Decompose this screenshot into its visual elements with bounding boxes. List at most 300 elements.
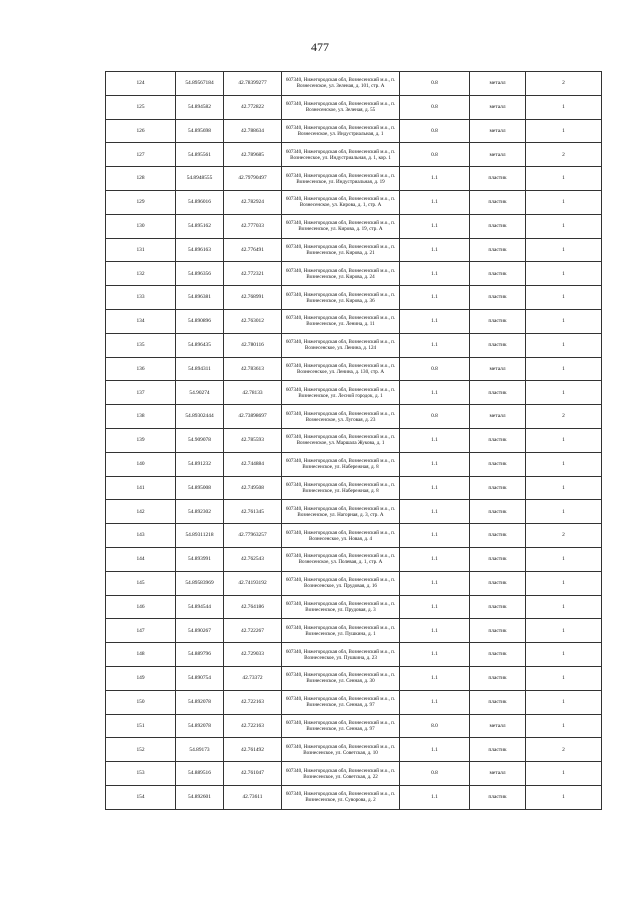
table-row (106, 95, 602, 119)
latitude-cell: 54.894544 (176, 595, 224, 619)
longitude-cell: 42.772822 (224, 95, 282, 119)
address-street: Пушкина, д. 23 (343, 654, 377, 661)
table-row (106, 286, 602, 310)
address-cell (282, 405, 400, 429)
address-cell (282, 619, 400, 643)
longitude-cell: 42.77963257 (224, 524, 282, 548)
address-cell (282, 309, 400, 333)
address-cell (282, 190, 400, 214)
latitude-cell: 54.892601 (176, 785, 224, 809)
quantity-cell: 1 (526, 619, 602, 643)
material-cell: пластик (470, 214, 526, 238)
address-street: Ленина, д. 130, стр. А (336, 368, 385, 375)
quantity-cell: 1 (526, 762, 602, 786)
address-cell (282, 738, 400, 762)
address-cell (282, 143, 400, 167)
row-number-cell: 150 (106, 690, 176, 714)
address-prefix: 607340, Нижегородская обл, Вознесенский м.о., п. Вознесенское, ул. (285, 743, 396, 756)
address-cell (282, 95, 400, 119)
row-number-cell: 140 (106, 452, 176, 476)
address-cell (282, 714, 400, 738)
table-row (106, 476, 602, 500)
table-row (106, 643, 602, 667)
material-cell: пластик (470, 262, 526, 286)
latitude-cell: 54.90274 (176, 381, 224, 405)
address-prefix: 607340, Нижегородская обл, Вознесенский м.о., п. Вознесенское, ул. (285, 339, 396, 352)
table-row (106, 595, 602, 619)
address-cell (282, 428, 400, 452)
volume-cell: 1.1 (400, 666, 470, 690)
address-cell (282, 167, 400, 191)
address-cell (282, 262, 400, 286)
material-cell: металл (470, 72, 526, 96)
address-street: Советская, д. 10 (342, 749, 378, 756)
longitude-cell: 42.772321 (224, 262, 282, 286)
address-prefix: 607340, Нижегородская обл, Вознесенский м.о., п. Вознесенское, ул. (285, 267, 396, 280)
address-prefix: 607340, Нижегородская обл, Вознесенский м.о., п. Вознесенское, ул. (285, 529, 396, 542)
address-cell (282, 119, 400, 143)
longitude-cell: 42.79790497 (224, 167, 282, 191)
address-street: Индустриальная, д. 1, кор. 1 (329, 154, 391, 161)
address-prefix: 607340, Нижегородская обл, Вознесенский м.о., п. Вознесенское, ул. (285, 434, 396, 447)
address-street: Лесной городок, д. 1 (338, 392, 383, 399)
row-number-cell: 134 (106, 309, 176, 333)
address-prefix: 607340, Нижегородская обл, Вознесенский м.о., п. Вознесенское, ул. (285, 458, 396, 471)
material-cell: пластик (470, 476, 526, 500)
material-cell: пластик (470, 619, 526, 643)
quantity-cell: 1 (526, 333, 602, 357)
address-prefix: 607340, Нижегородская обл, Вознесенский м.о., п. Вознесенское, ул. (285, 291, 396, 304)
address-cell (282, 762, 400, 786)
longitude-cell: 42.782924 (224, 190, 282, 214)
longitude-cell: 42.74193192 (224, 571, 282, 595)
volume-cell: 1.1 (400, 238, 470, 262)
address-street: Сенная, д. 97 (346, 725, 375, 732)
volume-cell: 1.1 (400, 595, 470, 619)
volume-cell: 1.1 (400, 476, 470, 500)
address-prefix: 607340, Нижегородская обл, Вознесенский м.о., п. Вознесенское, ул. (285, 481, 396, 494)
quantity-cell: 2 (526, 524, 602, 548)
row-number-cell: 151 (106, 714, 176, 738)
row-number-cell: 152 (106, 738, 176, 762)
longitude-cell: 42.78133 (224, 381, 282, 405)
row-number-cell: 145 (106, 571, 176, 595)
longitude-cell: 42.762543 (224, 547, 282, 571)
table-row (106, 785, 602, 809)
quantity-cell: 2 (526, 143, 602, 167)
volume-cell: 0.8 (400, 95, 470, 119)
address-street: Кирова, д. 21 (346, 249, 375, 256)
volume-cell: 1.1 (400, 738, 470, 762)
address-street: Луговая, д. 23 (345, 416, 376, 423)
address-prefix: 607340, Нижегородская обл, Вознесенский м.о., п. Вознесенское, ул. (285, 101, 396, 114)
quantity-cell: 1 (526, 214, 602, 238)
table-row (106, 762, 602, 786)
address-street: Сенная, д. 97 (346, 702, 375, 709)
volume-cell: 1.1 (400, 547, 470, 571)
quantity-cell: 1 (526, 785, 602, 809)
address-street: Кирова, д. 1, стр. А (339, 202, 382, 209)
volume-cell: 1.1 (400, 333, 470, 357)
row-number-cell: 144 (106, 547, 176, 571)
row-number-cell: 124 (106, 72, 176, 96)
address-street: Советская, д. 22 (342, 773, 378, 780)
address-cell (282, 595, 400, 619)
volume-cell: 1.1 (400, 262, 470, 286)
quantity-cell: 1 (526, 167, 602, 191)
table-row (106, 238, 602, 262)
address-street: Полевая, д. 1, стр. А (338, 559, 383, 566)
longitude-cell: 42.780116 (224, 333, 282, 357)
quantity-cell: 1 (526, 238, 602, 262)
address-cell (282, 785, 400, 809)
quantity-cell: 1 (526, 428, 602, 452)
volume-cell: 1.1 (400, 619, 470, 643)
latitude-cell: 54.89173 (176, 738, 224, 762)
row-number-cell: 129 (106, 190, 176, 214)
longitude-cell: 42.729033 (224, 643, 282, 667)
address-street: Маршала Жукова, д. 1 (336, 440, 385, 447)
volume-cell: 1.1 (400, 785, 470, 809)
material-cell: пластик (470, 547, 526, 571)
table-row (106, 381, 602, 405)
address-street: Нагорная, д. 3, стр. А (337, 511, 384, 518)
table-row (106, 167, 602, 191)
address-cell (282, 452, 400, 476)
latitude-cell: 54.890754 (176, 666, 224, 690)
material-cell: пластик (470, 690, 526, 714)
quantity-cell: 1 (526, 547, 602, 571)
row-number-cell: 153 (106, 762, 176, 786)
material-cell: металл (470, 95, 526, 119)
material-cell: пластик (470, 428, 526, 452)
volume-cell: 1.1 (400, 309, 470, 333)
material-cell: пластик (470, 286, 526, 310)
volume-cell: 1.1 (400, 571, 470, 595)
material-cell: пластик (470, 524, 526, 548)
row-number-cell: 149 (106, 666, 176, 690)
longitude-cell: 42.78399277 (224, 72, 282, 96)
row-number-cell: 128 (106, 167, 176, 191)
address-cell (282, 333, 400, 357)
quantity-cell: 1 (526, 95, 602, 119)
table-row (106, 714, 602, 738)
material-cell: пластик (470, 595, 526, 619)
longitude-cell: 42.73372 (224, 666, 282, 690)
material-cell: металл (470, 762, 526, 786)
material-cell: пластик (470, 167, 526, 191)
address-prefix: 607340, Нижегородская обл, Вознесенский м.о., п. Вознесенское, ул. (285, 220, 396, 233)
material-cell: металл (470, 357, 526, 381)
longitude-cell: 42.776491 (224, 238, 282, 262)
row-number-cell: 146 (106, 595, 176, 619)
latitude-cell: 54.890896 (176, 309, 224, 333)
row-number-cell: 142 (106, 500, 176, 524)
address-prefix: 607340, Нижегородская обл, Вознесенский м.о., п. Вознесенское, ул. (285, 172, 396, 185)
quantity-cell: 2 (526, 405, 602, 429)
latitude-cell: 54.895698 (176, 119, 224, 143)
address-street: Прудовая, д. 3 (345, 606, 376, 613)
volume-cell: 1.1 (400, 690, 470, 714)
address-prefix: 607340, Нижегородская обл, Вознесенский м.о., п. Вознесенское, ул. (285, 577, 396, 590)
latitude-cell: 54.892078 (176, 714, 224, 738)
volume-cell: 1.1 (400, 452, 470, 476)
volume-cell: 8.0 (400, 714, 470, 738)
address-prefix: 607340, Нижегородская обл, Вознесенский м.о., п. Вознесенское, ул. (285, 719, 396, 732)
row-number-cell: 138 (106, 405, 176, 429)
longitude-cell: 42.761345 (224, 500, 282, 524)
material-cell: пластик (470, 238, 526, 262)
latitude-cell: 54.892078 (176, 690, 224, 714)
address-prefix: 607340, Нижегородская обл, Вознесенский м.о., п. Вознесенское, ул. (285, 648, 396, 661)
material-cell: пластик (470, 309, 526, 333)
longitude-cell: 42.73898697 (224, 405, 282, 429)
latitude-cell: 54.89302444 (176, 405, 224, 429)
quantity-cell: 1 (526, 190, 602, 214)
address-street: Набережная, д. 8 (342, 464, 379, 471)
quantity-cell: 2 (526, 72, 602, 96)
address-prefix: 607340, Нижегородская обл, Вознесенский м.о., п. Вознесенское, ул. (285, 767, 396, 780)
row-number-cell: 132 (106, 262, 176, 286)
address-cell (282, 286, 400, 310)
row-number-cell: 127 (106, 143, 176, 167)
volume-cell: 1.1 (400, 500, 470, 524)
longitude-cell: 42.744884 (224, 452, 282, 476)
table-body (106, 72, 602, 810)
volume-cell: 1.1 (400, 643, 470, 667)
longitude-cell: 42.763012 (224, 309, 282, 333)
address-prefix: 607340, Нижегородская обл, Вознесенский м.о., п. Вознесенское, ул. (285, 696, 396, 709)
longitude-cell: 42.783613 (224, 357, 282, 381)
latitude-cell: 54.895008 (176, 476, 224, 500)
address-cell (282, 690, 400, 714)
table-row (106, 428, 602, 452)
address-cell (282, 571, 400, 595)
address-prefix: 607340, Нижегородская обл, Вознесенский м.о., п. Вознесенское, ул. (285, 672, 396, 685)
address-street: Новая, д. 4 (348, 535, 373, 542)
quantity-cell: 1 (526, 452, 602, 476)
table-row (106, 405, 602, 429)
address-street: Ленина, д. 124 (344, 345, 377, 352)
row-number-cell: 133 (106, 286, 176, 310)
address-prefix: 607340, Нижегородская обл, Вознесенский м.о., п. Вознесенское, ул. (285, 624, 396, 637)
row-number-cell: 143 (106, 524, 176, 548)
longitude-cell: 42.788634 (224, 119, 282, 143)
row-number-cell: 130 (106, 214, 176, 238)
quantity-cell: 1 (526, 357, 602, 381)
address-street: Пушкина, д. 1 (345, 630, 376, 637)
page-number: 477 (311, 40, 329, 54)
volume-cell: 0.8 (400, 143, 470, 167)
table-row (106, 571, 602, 595)
volume-cell: 1.1 (400, 428, 470, 452)
latitude-cell: 54.891232 (176, 452, 224, 476)
longitude-cell: 42.777033 (224, 214, 282, 238)
volume-cell: 1.1 (400, 214, 470, 238)
material-cell: металл (470, 119, 526, 143)
latitude-cell: 54.894311 (176, 357, 224, 381)
address-street: Кирова, д. 19, стр. А (338, 226, 383, 233)
latitude-cell: 54.892302 (176, 500, 224, 524)
address-cell (282, 72, 400, 96)
material-cell: металл (470, 405, 526, 429)
material-cell: металл (470, 714, 526, 738)
row-number-cell: 137 (106, 381, 176, 405)
address-street: Индустриальная, д. 19 (336, 178, 385, 185)
row-number-cell: 135 (106, 333, 176, 357)
address-prefix: 607340, Нижегородская обл, Вознесенский м.о., п. Вознесенское, ул. (285, 243, 396, 256)
table-row (106, 738, 602, 762)
address-street: Сенная, д. 30 (346, 678, 375, 685)
material-cell: пластик (470, 381, 526, 405)
latitude-cell: 54.896381 (176, 286, 224, 310)
quantity-cell: 2 (526, 738, 602, 762)
quantity-cell: 1 (526, 666, 602, 690)
address-prefix: 607340, Нижегородская обл, Вознесенский м.о., п. Вознесенское, ул. (285, 553, 396, 566)
quantity-cell: 1 (526, 500, 602, 524)
material-cell: пластик (470, 333, 526, 357)
latitude-cell: 54.893991 (176, 547, 224, 571)
address-prefix: 607340, Нижегородская обл, Вознесенский м.о., п. Вознесенское, ул. (285, 315, 396, 328)
address-prefix: 607340, Нижегородская обл, Вознесенский м.о., п. Вознесенское, ул. (285, 410, 396, 423)
table-row (106, 333, 602, 357)
address-prefix: 607340, Нижегородская обл, Вознесенский м.о., п. Вознесенское, ул. (285, 362, 396, 375)
latitude-cell: 54.894582 (176, 95, 224, 119)
material-cell: пластик (470, 571, 526, 595)
longitude-cell: 42.722163 (224, 714, 282, 738)
row-number-cell: 139 (106, 428, 176, 452)
table-row (106, 690, 602, 714)
address-cell (282, 476, 400, 500)
material-cell: пластик (470, 666, 526, 690)
table-row (106, 357, 602, 381)
row-number-cell: 141 (106, 476, 176, 500)
table-row (106, 214, 602, 238)
row-number-cell: 126 (106, 119, 176, 143)
quantity-cell: 1 (526, 595, 602, 619)
table-row (106, 524, 602, 548)
volume-cell: 0.8 (400, 119, 470, 143)
address-street: Кирова, д. 24 (346, 273, 375, 280)
quantity-cell: 1 (526, 286, 602, 310)
latitude-cell: 54.89567184 (176, 72, 224, 96)
address-street: Суворова, д. 2 (345, 797, 376, 804)
volume-cell: 1.1 (400, 524, 470, 548)
address-cell (282, 357, 400, 381)
material-cell: пластик (470, 785, 526, 809)
material-cell: пластик (470, 190, 526, 214)
address-prefix: 607340, Нижегородская обл, Вознесенский м.о., п. Вознесенское, ул. (285, 77, 396, 90)
quantity-cell: 1 (526, 262, 602, 286)
table-row (106, 452, 602, 476)
material-cell: пластик (470, 452, 526, 476)
longitude-cell: 42.789685 (224, 143, 282, 167)
row-number-cell: 125 (106, 95, 176, 119)
longitude-cell: 42.761492 (224, 738, 282, 762)
table-row (106, 190, 602, 214)
quantity-cell: 1 (526, 381, 602, 405)
address-prefix: 607340, Нижегородская обл, Вознесенский м.о., п. Вознесенское, ул. (285, 600, 396, 613)
table-row (106, 619, 602, 643)
volume-cell: 1.1 (400, 381, 470, 405)
latitude-cell: 54.896163 (176, 238, 224, 262)
volume-cell: 1.1 (400, 286, 470, 310)
volume-cell: 0.8 (400, 357, 470, 381)
longitude-cell: 42.785593 (224, 428, 282, 452)
longitude-cell: 42.722267 (224, 619, 282, 643)
address-prefix: 607340, Нижегородская обл, Вознесенский м.о., п. Вознесенское, ул. (285, 791, 396, 804)
volume-cell: 1.1 (400, 190, 470, 214)
longitude-cell: 42.722163 (224, 690, 282, 714)
address-prefix: 607340, Нижегородская обл, Вознесенский м.о., п. Вознесенское, ул. (285, 505, 396, 518)
address-street: Зеленая, д. 55 (345, 107, 376, 114)
address-cell (282, 524, 400, 548)
table-row (106, 119, 602, 143)
quantity-cell: 1 (526, 571, 602, 595)
longitude-cell: 42.768991 (224, 286, 282, 310)
latitude-cell: 54.895561 (176, 143, 224, 167)
table-row (106, 262, 602, 286)
row-number-cell: 136 (106, 357, 176, 381)
table-row (106, 666, 602, 690)
address-cell (282, 643, 400, 667)
address-street: Ленина, д. 11 (345, 321, 375, 328)
material-cell: металл (470, 143, 526, 167)
material-cell: пластик (470, 500, 526, 524)
latitude-cell: 54.909078 (176, 428, 224, 452)
table-row (106, 500, 602, 524)
address-cell (282, 500, 400, 524)
quantity-cell: 1 (526, 309, 602, 333)
quantity-cell: 1 (526, 643, 602, 667)
table-row (106, 547, 602, 571)
longitude-cell: 42.764186 (224, 595, 282, 619)
address-street: Набережная, д. 8 (342, 487, 379, 494)
address-prefix: 607340, Нижегородская обл, Вознесенский м.о., п. Вознесенское, ул. (285, 124, 396, 137)
quantity-cell: 1 (526, 714, 602, 738)
quantity-cell: 1 (526, 690, 602, 714)
table-row (106, 72, 602, 96)
address-street: Кирова, д. 36 (346, 297, 375, 304)
quantity-cell: 1 (526, 119, 602, 143)
latitude-cell: 54.889516 (176, 762, 224, 786)
container-sites-table (105, 71, 602, 810)
address-cell (282, 381, 400, 405)
latitude-cell: 54.89583969 (176, 571, 224, 595)
table-row (106, 143, 602, 167)
row-number-cell: 148 (106, 643, 176, 667)
address-cell (282, 547, 400, 571)
volume-cell: 0.8 (400, 72, 470, 96)
address-prefix: 607340, Нижегородская обл, Вознесенский м.о., п. Вознесенское, ул. (285, 148, 396, 161)
material-cell: пластик (470, 643, 526, 667)
latitude-cell: 54.896435 (176, 333, 224, 357)
address-cell (282, 238, 400, 262)
longitude-cell: 42.761047 (224, 762, 282, 786)
address-street: Индустриальная, д. 1 (337, 130, 384, 137)
volume-cell: 0.8 (400, 762, 470, 786)
address-cell (282, 214, 400, 238)
row-number-cell: 147 (106, 619, 176, 643)
latitude-cell: 54.889796 (176, 643, 224, 667)
latitude-cell: 54.89311218 (176, 524, 224, 548)
table-row (106, 309, 602, 333)
quantity-cell: 1 (526, 476, 602, 500)
address-cell (282, 666, 400, 690)
volume-cell: 1.1 (400, 167, 470, 191)
longitude-cell: 42.749508 (224, 476, 282, 500)
latitude-cell: 54.8948555 (176, 167, 224, 191)
